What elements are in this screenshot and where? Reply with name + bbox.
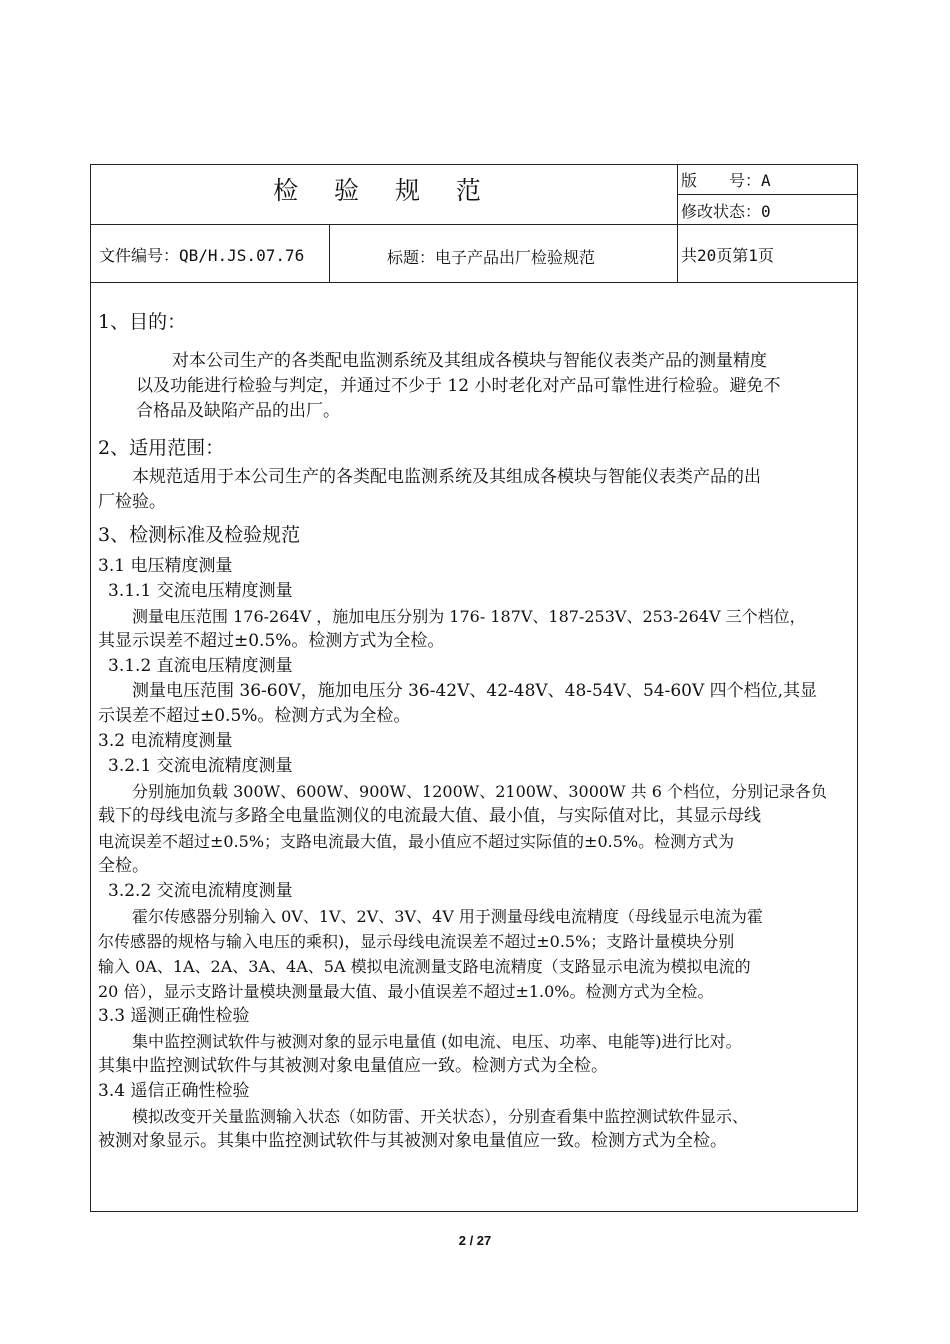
- paragraph-line: 测量电压范围 36-60V，施加电压分 36-42V、42-48V、48-54V、54-60V 四个档位,其显: [132, 681, 818, 701]
- doc-subject: 标题：电子产品出厂检验规范: [387, 248, 596, 267]
- divider: [91, 224, 857, 225]
- paragraph-line: 尔传感器的规格与输入电压的乘积)，显示母线电流误差不超过±0.5%；支路计量模块分别: [98, 932, 735, 951]
- divider: [91, 282, 857, 283]
- paragraph-line: 模拟改变开关量监测输入状态（如防雷、开关状态），分别查看集中监控测试软件显示、: [132, 1107, 749, 1126]
- paragraph-line: 示误差不超过±0.5%。检测方式为全检。: [98, 706, 411, 726]
- page-number: 2 / 27: [458, 1233, 492, 1248]
- subsection-heading: 3.2.1 交流电流精度测量: [108, 756, 293, 776]
- page-count: 共20页第1页: [681, 246, 774, 265]
- paragraph-line: 霍尔传感器分别输入 0V、1V、2V、3V、4V 用于测量母线电流精度（母线显示电流为霍: [132, 907, 763, 926]
- version-label: 版 号：A: [681, 171, 771, 190]
- section-heading: 2、适用范围：: [98, 437, 225, 459]
- divider: [677, 165, 678, 282]
- divider: [677, 194, 857, 195]
- revision-label: 修改状态：0: [681, 202, 771, 221]
- paragraph-line: 被测对象显示。其集中监控测试软件与其被测对象电量值应一致。检测方式为全检。: [98, 1131, 727, 1151]
- subsection-heading: 3.2.2 交流电流精度测量: [108, 881, 293, 901]
- subsection-heading: 3.1 电压精度测量: [98, 556, 233, 576]
- subsection-heading: 3.4 遥信正确性检验: [98, 1081, 250, 1101]
- paragraph-line: 以及功能进行检验与判定，并通过不少于 12 小时老化对产品可靠性进行检验。避免不: [136, 376, 781, 396]
- paragraph-line: 测量电压范围 176-264V ，施加电压分别为 176- 187V、187-253V、253-264V 三个档位，: [132, 607, 806, 626]
- subsection-heading: 3.1.2 直流电压精度测量: [108, 656, 293, 676]
- subsection-heading: 3.2 电流精度测量: [98, 731, 233, 751]
- subsection-heading: 3.3 遥测正确性检验: [98, 1006, 250, 1026]
- section-heading: 1、目的：: [98, 311, 187, 333]
- paragraph-line: 合格品及缺陷产品的出厂。: [136, 401, 340, 421]
- paragraph-line: 电流误差不超过±0.5%；支路电流最大值，最小值应不超过实际值的±0.5%。检测方式为: [98, 832, 735, 851]
- document-title: 检 验 规 范: [273, 176, 495, 205]
- section-heading: 3、检测标准及检验规范: [98, 524, 301, 546]
- divider: [329, 224, 330, 282]
- doc-number: 文件编号：QB/H.JS.07.76: [99, 246, 305, 265]
- paragraph-line: 载下的母线电流与多路全电量监测仪的电流最大值、最小值，与实际值对比，其显示母线: [98, 806, 761, 826]
- paragraph-line: 20 倍），显示支路计量模块测量最大值、最小值误差不超过±1.0%。检测方式为全检。: [98, 982, 714, 1001]
- paragraph-line: 全检。: [98, 856, 149, 876]
- subsection-heading: 3.1.1 交流电压精度测量: [108, 581, 293, 601]
- paragraph-line: 其集中监控测试软件与其被测对象电量值应一致。检测方式为全检。: [98, 1056, 608, 1076]
- paragraph-line: 其显示误差不超过±0.5%。检测方式为全检。: [98, 631, 445, 651]
- paragraph-line: 厂检验。: [98, 492, 166, 512]
- paragraph-line: 分别施加负载 300W、600W、900W、1200W、2100W、3000W 共 6 个档位，分别记录各负: [132, 782, 827, 801]
- paragraph-line: 对本公司生产的各类配电监测系统及其组成各模块与智能仪表类产品的测量精度: [172, 351, 767, 371]
- paragraph-line: 本规范适用于本公司生产的各类配电监测系统及其组成各模块与智能仪表类产品的出: [132, 467, 761, 487]
- document-body: [98, 310, 852, 1154]
- paragraph-line: 输入 0A、1A、2A、3A、4A、5A 模拟电流测量支路电流精度（支路显示电流为模拟电流的: [98, 957, 751, 976]
- paragraph-line: 集中监控测试软件与被测对象的显示电量值 (如电流、电压、功率、电能等)进行比对。: [132, 1032, 742, 1051]
